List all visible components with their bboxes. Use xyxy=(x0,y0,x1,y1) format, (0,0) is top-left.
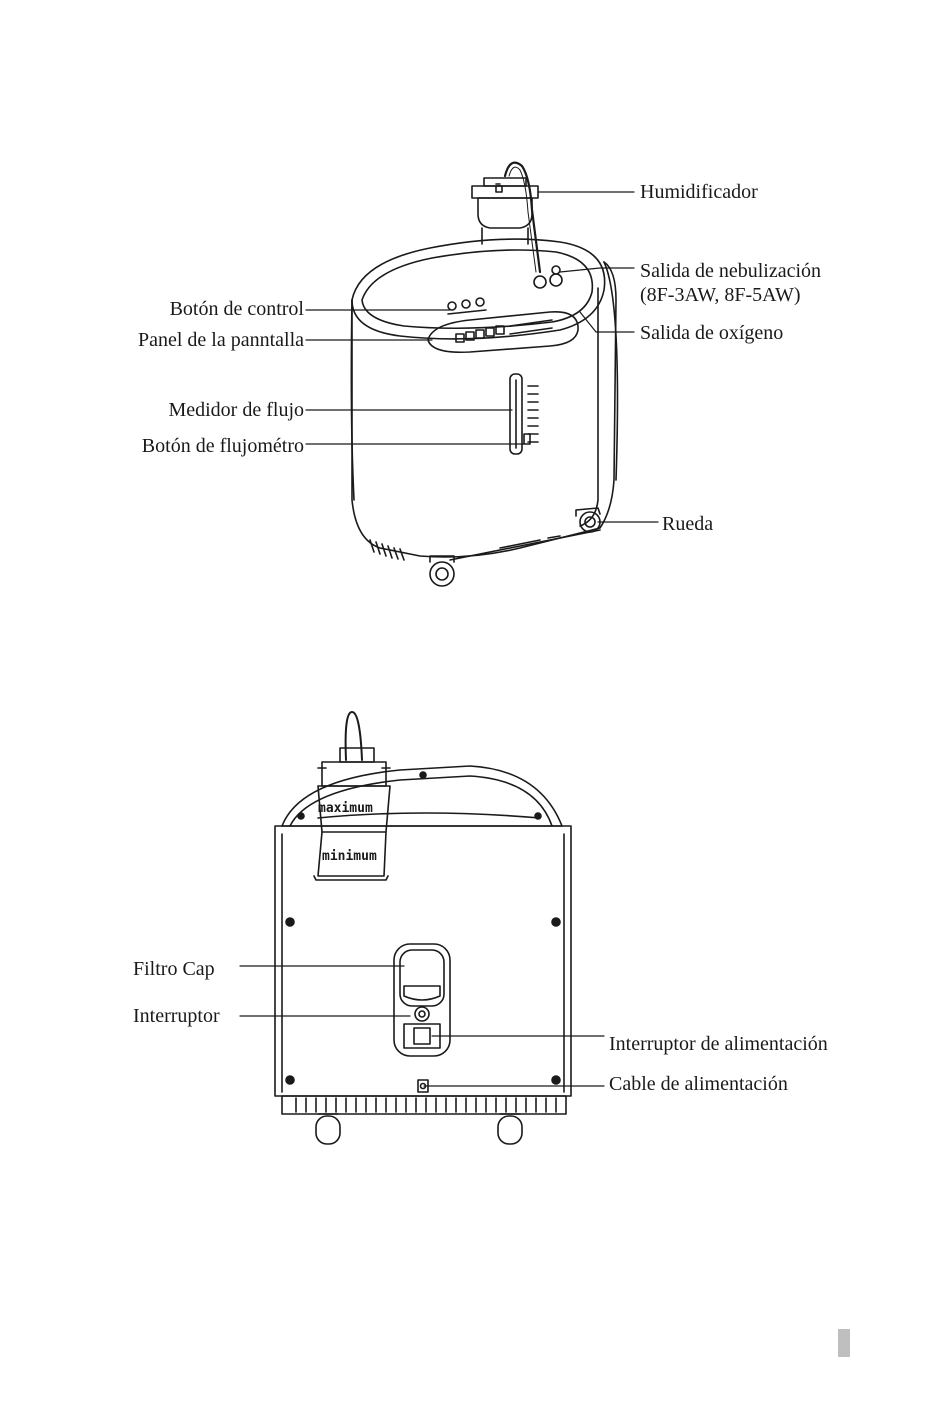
back-callout-lines xyxy=(240,966,604,1086)
page-edge-tab xyxy=(838,1329,850,1357)
label-power-cable: Cable de alimentación xyxy=(609,1073,788,1095)
label-display-panel: Panel de la panntalla xyxy=(137,329,304,351)
label-humidifier: Humidificador xyxy=(640,181,758,203)
label-oxygen-outlet: Salida de oxígeno xyxy=(640,322,784,344)
bottle-minimum-mark: minimum xyxy=(322,849,377,864)
label-nebulization-models: (8F-3AW, 8F-5AW) xyxy=(640,284,801,306)
back-wheels xyxy=(316,1114,522,1144)
back-filter-panel xyxy=(394,944,450,1056)
back-screws xyxy=(286,772,560,1084)
label-wheel: Rueda xyxy=(662,513,714,535)
label-flowmeter-knob: Botón de flujométro xyxy=(141,435,304,457)
label-power-switch: Interruptor de alimentación xyxy=(609,1033,828,1055)
label-switch: Interruptor xyxy=(133,1005,220,1027)
label-control-button: Botón de control xyxy=(169,298,304,320)
label-filter-cap: Filtro Cap xyxy=(133,958,215,980)
label-nebulization-outlet: Salida de nebulización xyxy=(640,260,822,282)
bottle-maximum-mark: maximum xyxy=(318,801,373,816)
back-base xyxy=(282,1080,566,1114)
label-flow-meter: Medidor de flujo xyxy=(168,399,304,421)
